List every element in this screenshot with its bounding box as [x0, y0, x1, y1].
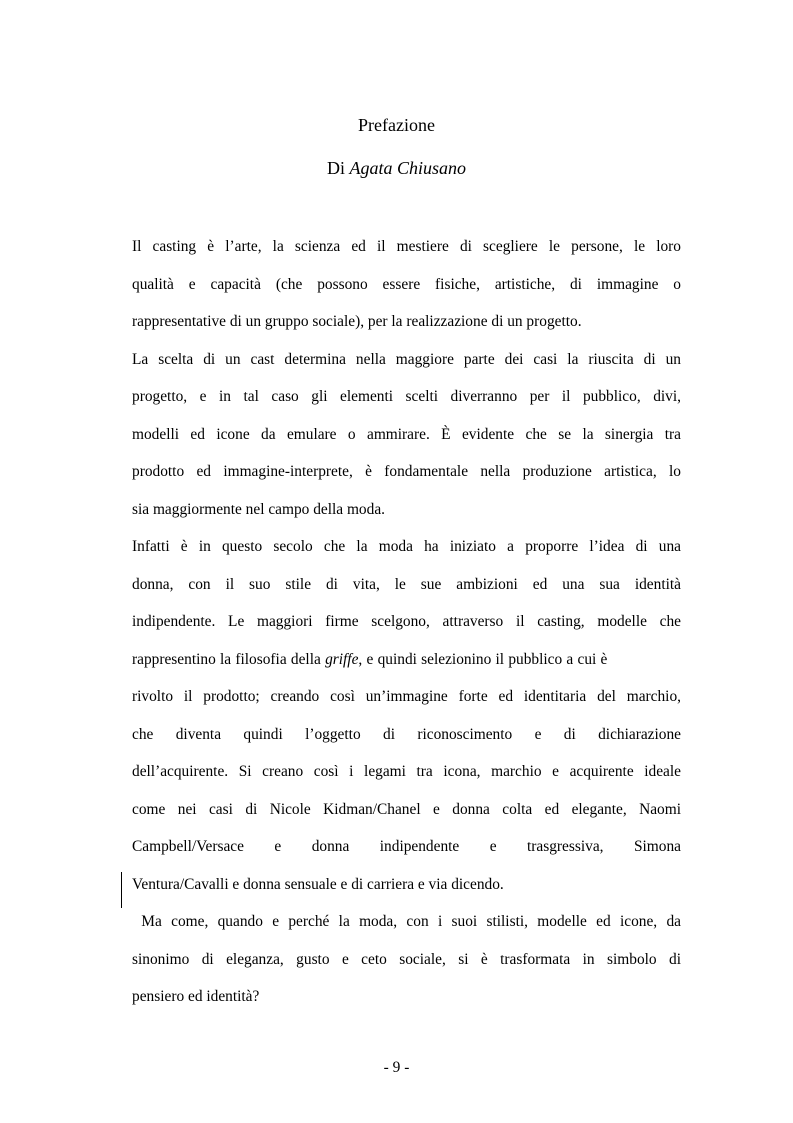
text-line: rivolto il prodotto; creando così un’immagine forte ed identitaria del marchio,: [132, 688, 681, 705]
text-line: Ma come, quando e perché la moda, con i suoi stilisti, modelle ed icone, da: [132, 913, 681, 930]
text-line: Ventura/Cavalli e donna sensuale e di carriera e via dicendo.: [132, 876, 504, 893]
text-line: come nei casi di Nicole Kidman/Chanel e donna colta ed elegante, Naomi: [132, 801, 681, 818]
text-line: modelli ed icone da emulare o ammirare. È evidente che se la sinergia tra: [132, 426, 681, 443]
text-line: rappresentative di un gruppo sociale), per la realizzazione di un progetto.: [132, 313, 582, 330]
text-line: qualità e capacità (che possono essere fisiche, artistiche, di immagine o: [132, 276, 681, 293]
text-line: [132, 650, 681, 670]
text-line: donna, con il suo stile di vita, le sue ambizioni ed una sua identità: [132, 576, 681, 593]
page-title: Prefazione: [358, 115, 435, 135]
text-line: indipendente. Le maggiori firme scelgono, attraverso il casting, modelle che: [132, 613, 681, 630]
text-line: dell’acquirente. Si creano così i legami tra icona, marchio e acquirente ideale: [132, 763, 681, 780]
byline-prefix: Di: [326, 158, 345, 178]
change-bar: [121, 872, 122, 908]
text-line: La scelta di un cast determina nella maggiore parte dei casi la riuscita di un: [132, 351, 681, 368]
byline: [0, 157, 793, 179]
text-span: , e quindi selezionino il pubblico a cui è: [358, 651, 608, 668]
text-line: progetto, e in tal caso gli elementi scelti diverranno per il pubblico, divi,: [132, 388, 681, 405]
text-line: Campbell/Versace e donna indipendente e trasgressiva, Simona: [132, 838, 681, 855]
text-line: sia maggiormente nel campo della moda.: [132, 501, 386, 518]
text-line: Infatti è in questo secolo che la moda ha iniziato a proporre l’idea di una: [132, 538, 681, 555]
text-line: Il casting è l’arte, la scienza ed il mestiere di scegliere le persone, le loro: [132, 238, 681, 255]
text-line: che diventa quindi l’oggetto di riconoscimento e di dichiarazione: [132, 726, 681, 743]
byline-author: Agata Chiusano: [349, 158, 466, 178]
text-line: sinonimo di eleganza, gusto e ceto sociale, si è trasformata in simbolo di: [132, 951, 681, 968]
page-number: - 9 -: [383, 1059, 410, 1076]
text-span: rappresentino la filosofia della: [132, 651, 326, 668]
emphasis-griffe: griffe: [325, 651, 359, 668]
text-line: prodotto ed immagine-interprete, è fondamentale nella produzione artistica, lo: [132, 463, 681, 480]
text-line: pensiero ed identità?: [132, 988, 260, 1005]
